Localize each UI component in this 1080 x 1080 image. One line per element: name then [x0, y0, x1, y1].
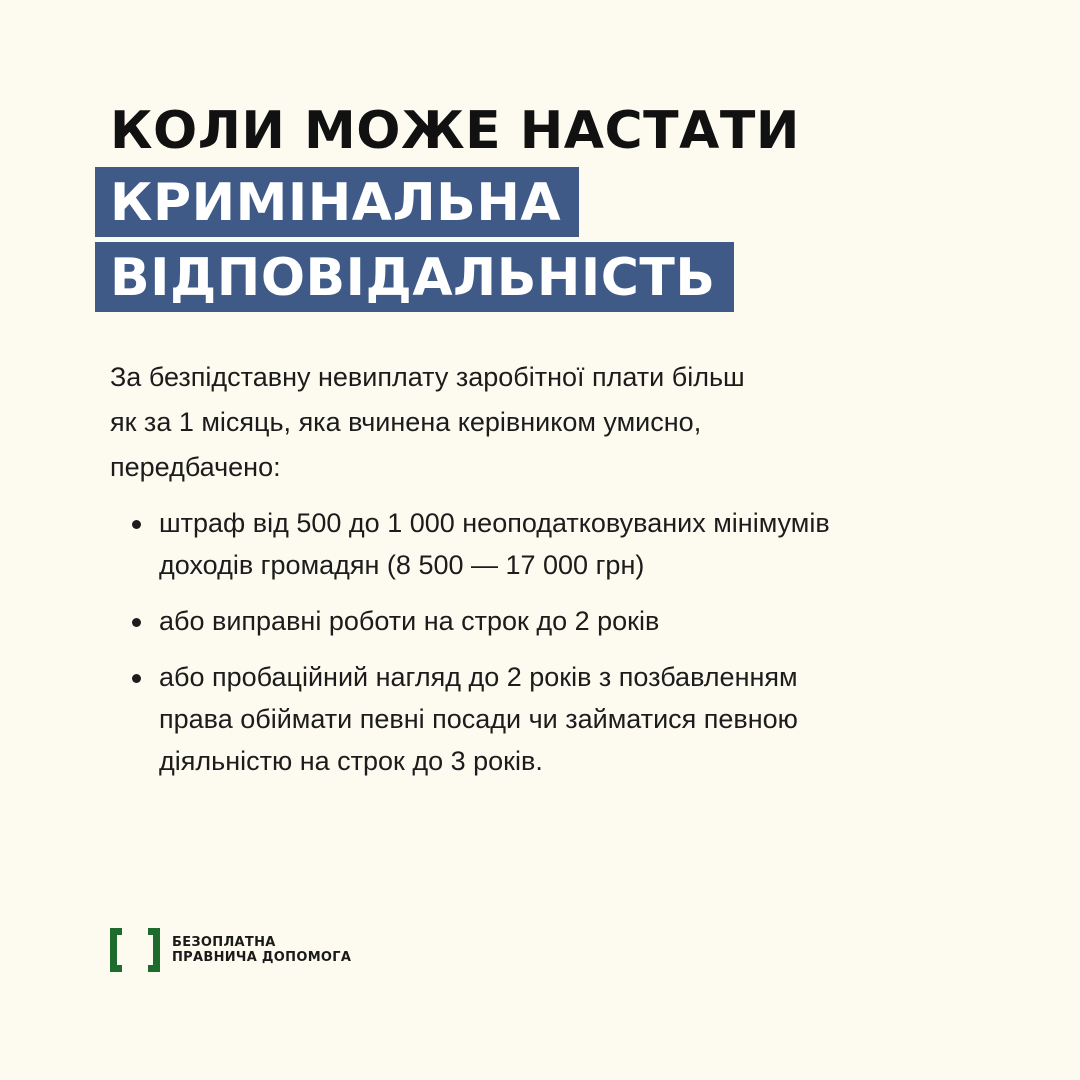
page-title: [95, 100, 800, 312]
penalty-item-fine: [132, 502, 992, 586]
list-item-line: діяльністю на строк до 3 років.: [159, 746, 543, 776]
logo-text: [172, 935, 351, 965]
brackets-logo-icon: [110, 928, 160, 972]
bullet-dot-icon: [132, 618, 141, 627]
left-bracket-icon: [110, 928, 122, 972]
title-line-2-highlighted: КРИМІНАЛЬНА: [95, 167, 579, 237]
intro-paragraph: [110, 355, 990, 490]
title-line-1: КОЛИ МОЖЕ НАСТАТИ: [110, 101, 800, 161]
penalty-item-probation: [132, 656, 992, 782]
penalty-item-correctional-work: [132, 600, 992, 642]
penalty-list: [132, 502, 992, 796]
intro-line: передбачено:: [110, 452, 281, 482]
logo-text-line-1: БЕЗОПЛАТНА: [172, 935, 276, 950]
list-item-line: або пробаційний нагляд до 2 років з позбавленням: [159, 662, 798, 692]
intro-line: За безпідставну невиплату заробітної плати більш: [110, 362, 745, 392]
brand-logo: [110, 928, 351, 972]
intro-line: як за 1 місяць, яка вчинена керівником умисно,: [110, 407, 702, 437]
bullet-dot-icon: [132, 520, 141, 529]
list-item-line: доходів громадян (8 500 — 17 000 грн): [159, 550, 645, 580]
logo-text-line-2: ПРАВНИЧА ДОПОМОГА: [172, 950, 352, 965]
title-line-3-highlighted: ВІДПОВІДАЛЬНІСТЬ: [95, 242, 734, 312]
list-item-line: або виправні роботи на строк до 2 років: [159, 606, 660, 636]
list-item-line: права обіймати певні посади чи займатися певною: [159, 704, 798, 734]
bullet-dot-icon: [132, 674, 141, 683]
list-item-line: штраф від 500 до 1 000 неоподатковуваних мінімумів: [159, 508, 830, 538]
right-bracket-icon: [148, 928, 160, 972]
